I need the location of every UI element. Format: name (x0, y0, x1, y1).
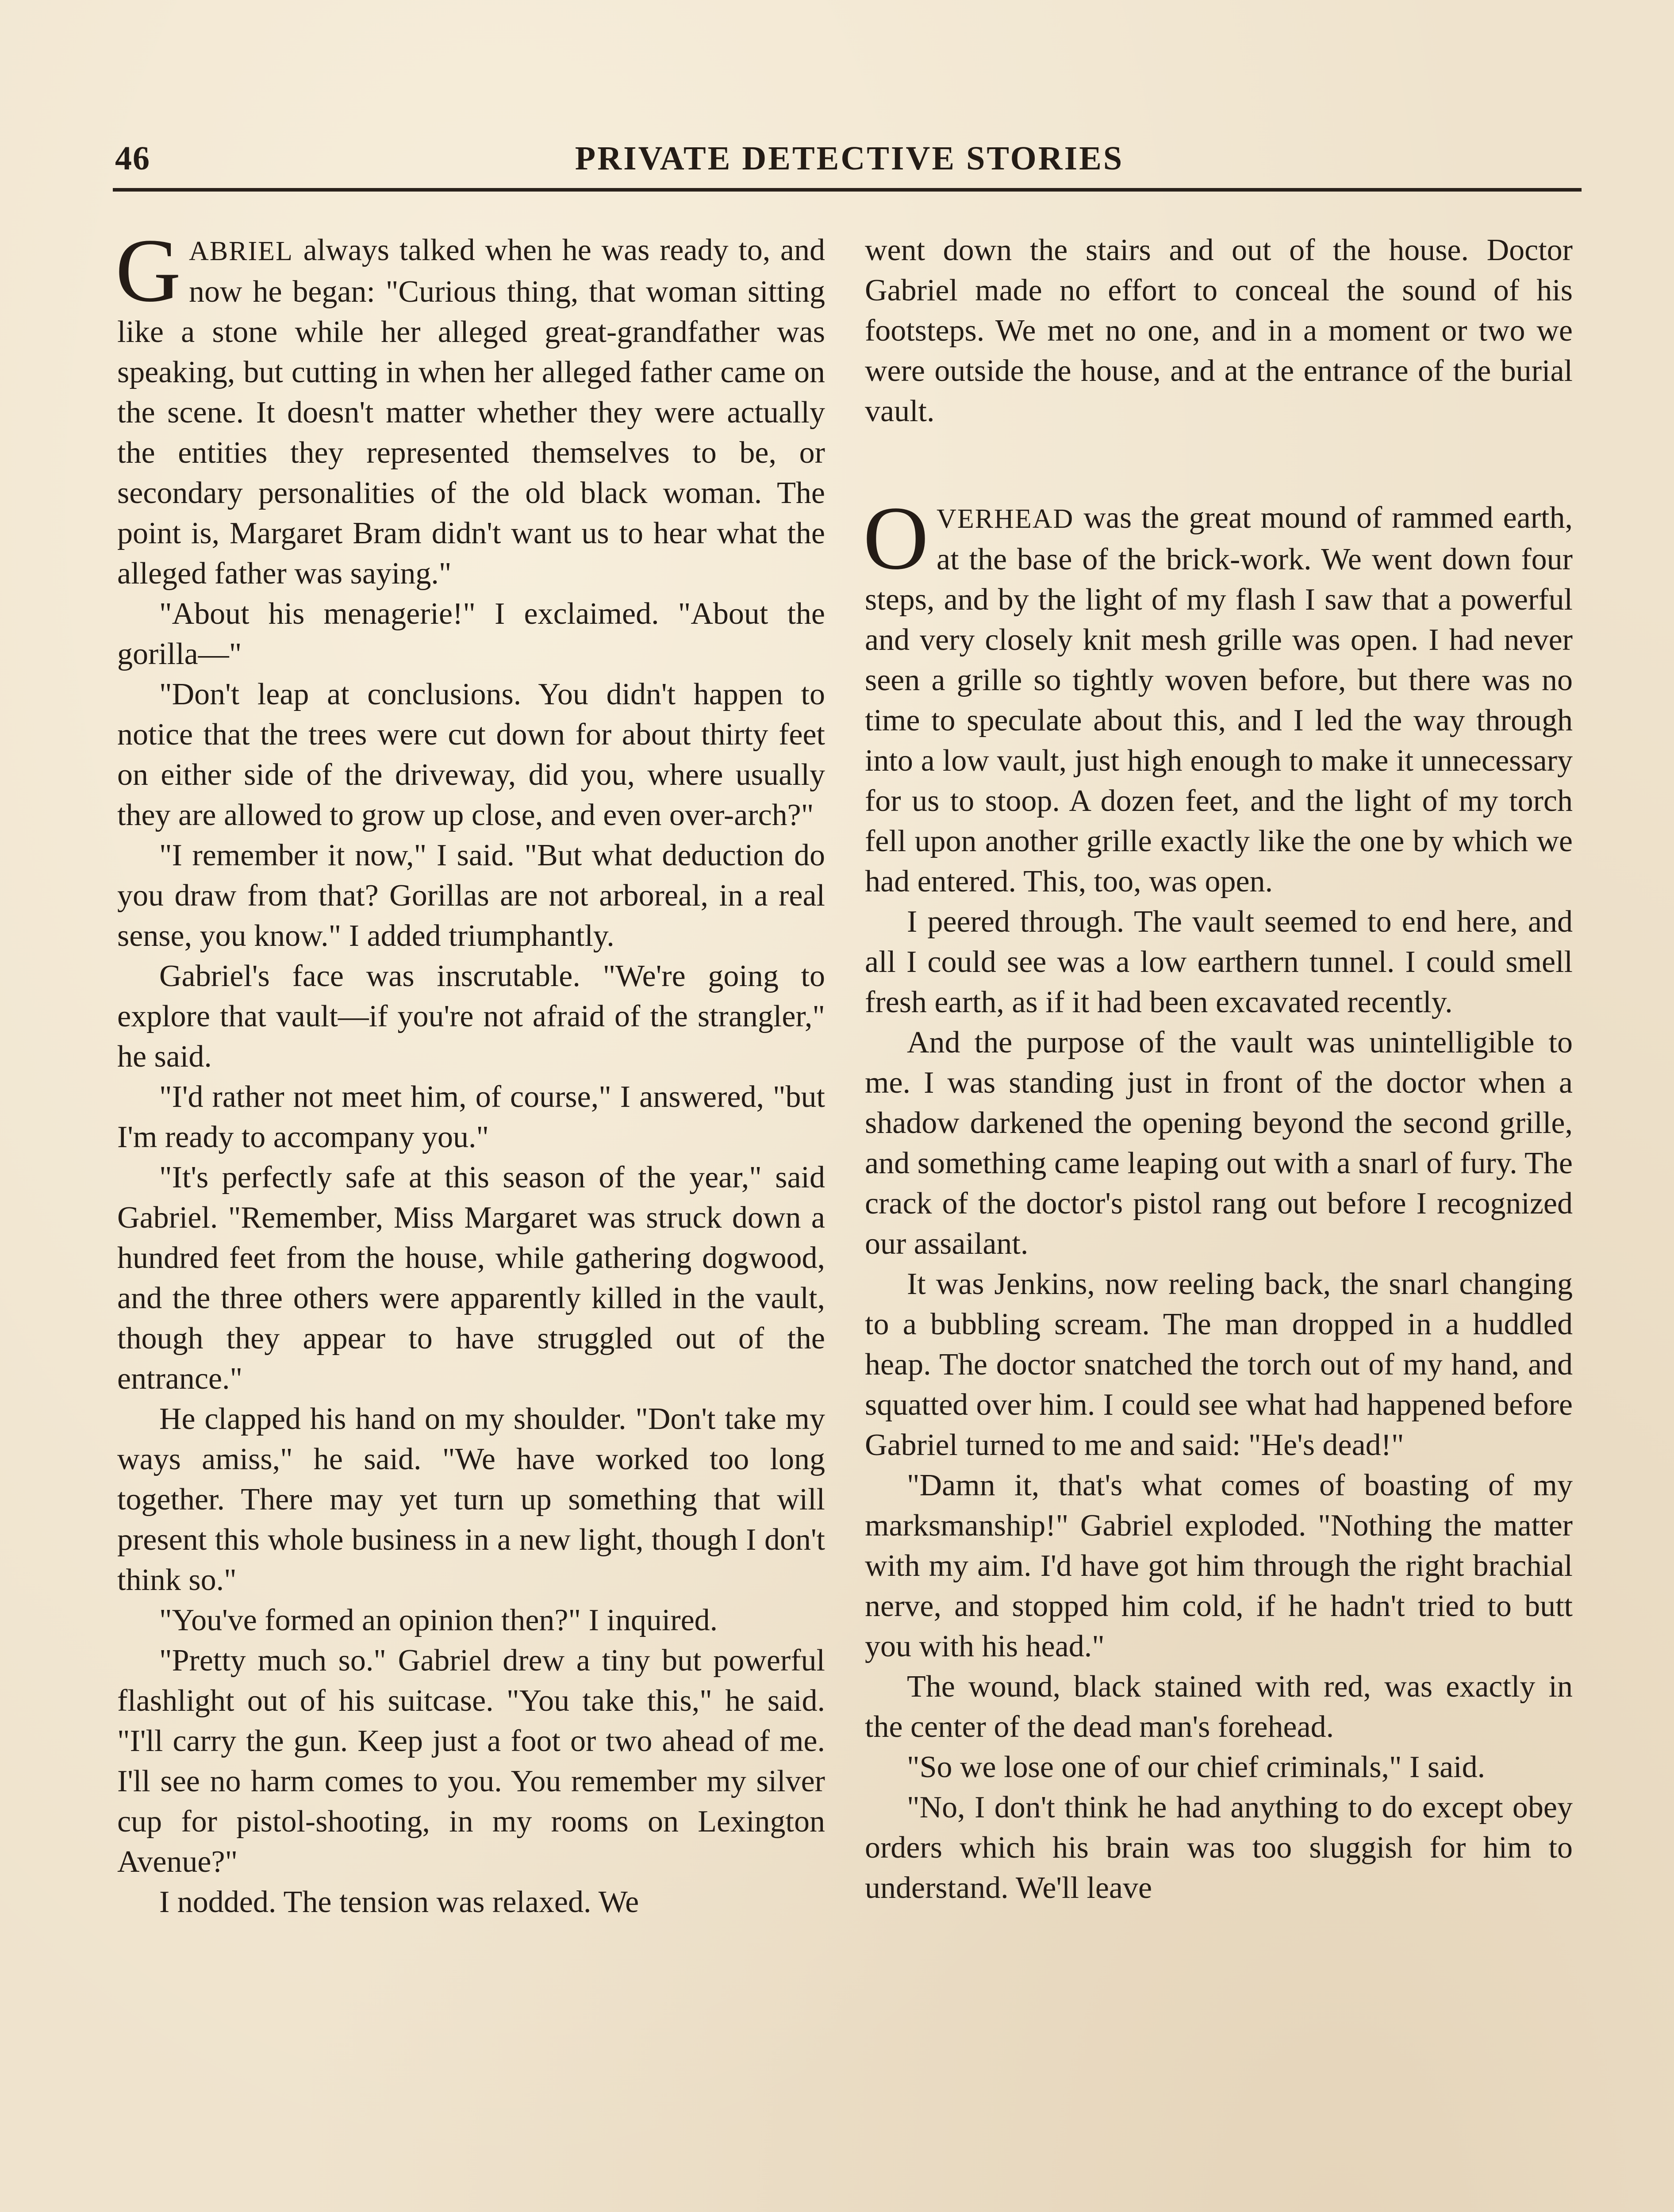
paragraph: "You've formed an opinion then?" I inquired. (159, 1603, 718, 1637)
right-column (865, 230, 1573, 1908)
left-column (115, 220, 825, 1922)
paragraph: "So we lose one of our chief criminals," I said. (907, 1750, 1486, 1784)
running-head: PRIVATE DETECTIVE STORIES (575, 140, 1124, 177)
lead-word: ABRIEL (189, 236, 293, 266)
paragraph: "I remember it now," I said. "But what deduction do you draw from that? Gorillas are not arboreal, in a real sense, you know." I added triumphantly. (117, 838, 825, 953)
section-opening-paragraph (863, 488, 1573, 902)
paragraph: Gabriel's face was inscrutable. "We're going to explore that vault—if you're not afraid of the strangler," he said. (117, 959, 825, 1074)
paragraph-text: was the great mound of rammed earth, at the base of the brick-work. We went down four steps, and by the light of my flash I saw that a powerful and very closely knit mesh grille was open. I had never seen a grille so tightly woven before, but there was no time to speculate about this, and I led the way through into a low vault, just high enough to make it unnecessary for us to stoop. A dozen feet, and the light of my torch fell upon another grille exactly like the one by which we had entered. This, too, was open. (865, 501, 1573, 899)
paragraph: The wound, black stained with red, was exactly in the center of the dead man's forehead. (865, 1670, 1573, 1744)
page-header (115, 135, 1584, 188)
paragraph: "It's perfectly safe at this season of the year," said Gabriel. "Remember, Miss Margaret was struck down a hundred feet from the house, while gathering dogwood, and the three others were apparently killed in the vault, though they appear to have struggled out of the entrance." (117, 1160, 825, 1396)
paragraph: He clapped his hand on my shoulder. "Don't take my ways amiss," he said. "We have worked too long together. There may yet turn up something that will present this whole business in a new light, though I don't think so." (117, 1402, 825, 1597)
continuation-paragraph: went down the stairs and out of the house. Doctor Gabriel made no effort to conceal the sound of his footsteps. We met no one, and in a moment or two we were outside the house, and at the entrance of the burial vault. (865, 233, 1573, 428)
paragraph: And the purpose of the vault was unintelligible to me. I was standing just in front of the doctor when a shadow darkened the opening beyond the second grille, and something came leaping out with a snarl of fury. The crack of the doctor's pistol rang out before I recognized our assailant. (865, 1025, 1573, 1261)
paragraph: I peered through. The vault seemed to end here, and all I could see was a low earthern tunnel. I could smell fresh earth, as if it had been excavated recently. (865, 905, 1573, 1019)
paragraph-text: always talked when he was ready to, and now he began: "Curious thing, that woman sitting like a stone while her alleged great-grandfather was speaking, but cutting in when her alleged father came on the scene. It doesn't matter whether they were actually the entities they represented themselves to be, or secondary personalities of the old black woman. The point is, Margaret Bram didn't want us to hear what the alleged father was saying." (117, 233, 825, 591)
paragraph: It was Jenkins, now reeling back, the snarl changing to a bubbling scream. The man dropped in a huddled heap. The doctor snatched the torch out of my hand, and squatted over him. I could see what had happened before Gabriel turned to me and said: "He's dead!" (865, 1267, 1573, 1462)
opening-paragraph (115, 220, 825, 594)
paragraph: "Damn it, that's what comes of boasting of my marksmanship!" Gabriel exploded. "Nothing the matter with my aim. I'd have got him through the right brachial nerve, and stopped him cold, if he hadn't tried to butt you with his head." (865, 1468, 1573, 1663)
section-break (865, 431, 1573, 498)
drop-cap: G (115, 220, 181, 321)
header-rule (113, 188, 1582, 192)
paragraph: "No, I don't think he had anything to do except obey orders which his brain was too sluggish for him to understand. We'll leave (865, 1790, 1573, 1905)
paragraph: "About his menagerie!" I exclaimed. "About the gorilla—" (117, 597, 825, 671)
lead-word: VERHEAD (937, 504, 1074, 534)
page-number: 46 (115, 140, 150, 177)
paragraph: I nodded. The tension was relaxed. We (159, 1885, 639, 1919)
paragraph: "Don't leap at conclusions. You didn't happen to notice that the trees were cut down for about thirty feet on either side of the driveway, did you, where usually they are allowed to grow up close, and even over-arch?" (117, 677, 825, 832)
drop-cap: O (863, 488, 929, 588)
paragraph: "I'd rather not meet him, of course," I answered, "but I'm ready to accompany you." (117, 1080, 825, 1154)
paragraph: "Pretty much so." Gabriel drew a tiny but powerful flashlight out of his suitcase. "You take this," he said. "I'll carry the gun. Keep just a foot or two ahead of me. I'll see no harm comes to you. You remember my silver cup for pistol-shooting, in my rooms on Lexington Avenue?" (117, 1644, 825, 1879)
